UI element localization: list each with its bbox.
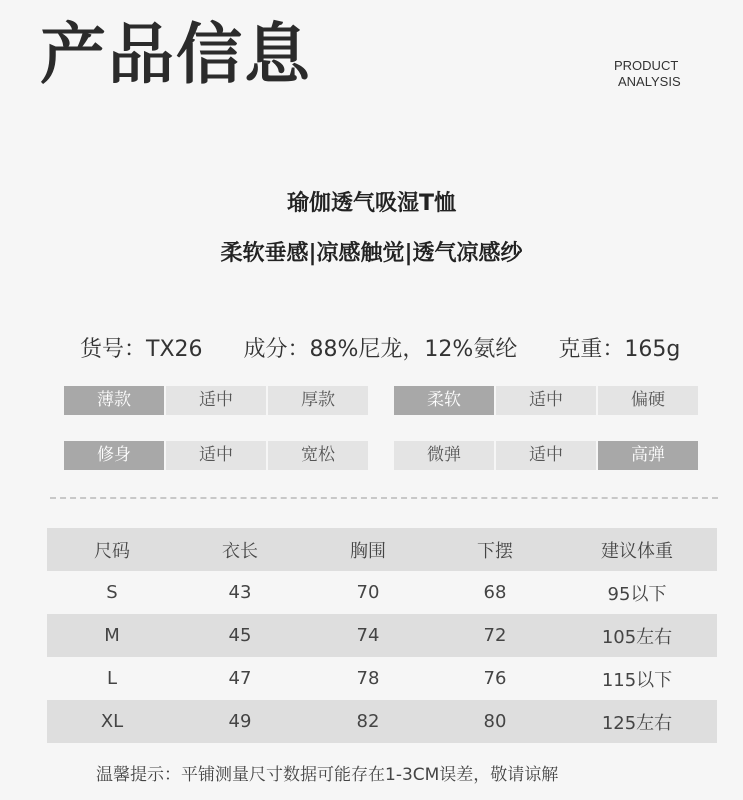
subtitle-line-2: ANALYSIS	[618, 74, 681, 89]
softness-option: 柔软	[394, 386, 494, 415]
product-specs	[80, 332, 700, 363]
header-cell: 胸围	[350, 540, 386, 562]
table-cell: 80	[483, 711, 507, 732]
table-row	[47, 571, 717, 614]
table-cell: 72	[483, 625, 507, 646]
table-cell: 105左右	[601, 626, 673, 648]
header-cell: 建议体重	[601, 540, 673, 562]
table-cell: 49	[228, 711, 252, 732]
softness-option: 适中	[496, 386, 596, 415]
item-number: 货号：TX26	[80, 337, 203, 362]
table-cell: 68	[483, 582, 507, 603]
fit-option: 宽松	[268, 441, 368, 470]
dashed-divider	[50, 497, 718, 499]
product-features: 柔软垂感|凉感触觉|透气凉感纱	[220, 241, 523, 266]
elasticity-option: 高弹	[598, 441, 698, 470]
subtitle-line-1: PRODUCT	[614, 58, 679, 73]
thickness-option: 薄款	[64, 386, 164, 415]
attr-fit	[64, 441, 370, 470]
fabric-weight: 克重：165g	[558, 337, 681, 362]
table-cell: 47	[228, 668, 252, 689]
attr-elasticity	[394, 441, 700, 470]
softness-option: 偏硬	[598, 386, 698, 415]
table-cell: 95以下	[607, 583, 667, 605]
table-cell: XL	[100, 711, 124, 732]
size-table-header	[47, 528, 717, 571]
table-cell: 70	[356, 582, 380, 603]
page-title: 产品信息	[40, 16, 312, 93]
table-row	[47, 657, 717, 700]
attr-thickness	[64, 386, 370, 415]
header-cell: 衣长	[222, 540, 258, 562]
table-row	[47, 700, 717, 743]
table-cell: 43	[228, 582, 252, 603]
product-name: 瑜伽透气吸湿T恤	[286, 191, 456, 216]
header-cell: 尺码	[94, 540, 130, 562]
table-cell: M	[104, 625, 120, 646]
fit-option: 修身	[64, 441, 164, 470]
size-table	[47, 528, 717, 743]
attr-softness	[394, 386, 700, 415]
table-row	[47, 614, 717, 657]
fit-option: 适中	[166, 441, 266, 470]
table-cell: 78	[356, 668, 380, 689]
table-cell: 45	[228, 625, 252, 646]
measurement-note: 温馨提示：平铺测量尺寸数据可能存在1-3CM误差，敬请谅解	[96, 765, 559, 785]
table-cell: L	[106, 668, 118, 689]
elasticity-option: 微弹	[394, 441, 494, 470]
table-cell: 82	[356, 711, 380, 732]
table-cell: 76	[483, 668, 507, 689]
table-cell: S	[106, 582, 118, 603]
elasticity-option: 适中	[496, 441, 596, 470]
table-cell: 74	[356, 625, 380, 646]
thickness-option: 厚款	[268, 386, 368, 415]
header-cell: 下摆	[477, 540, 513, 562]
thickness-option: 适中	[166, 386, 266, 415]
table-cell: 115以下	[601, 669, 673, 691]
page-subtitle-en	[614, 58, 681, 90]
table-cell: 125左右	[601, 712, 673, 734]
composition: 成分：88%尼龙，12%氨纶	[243, 337, 518, 362]
